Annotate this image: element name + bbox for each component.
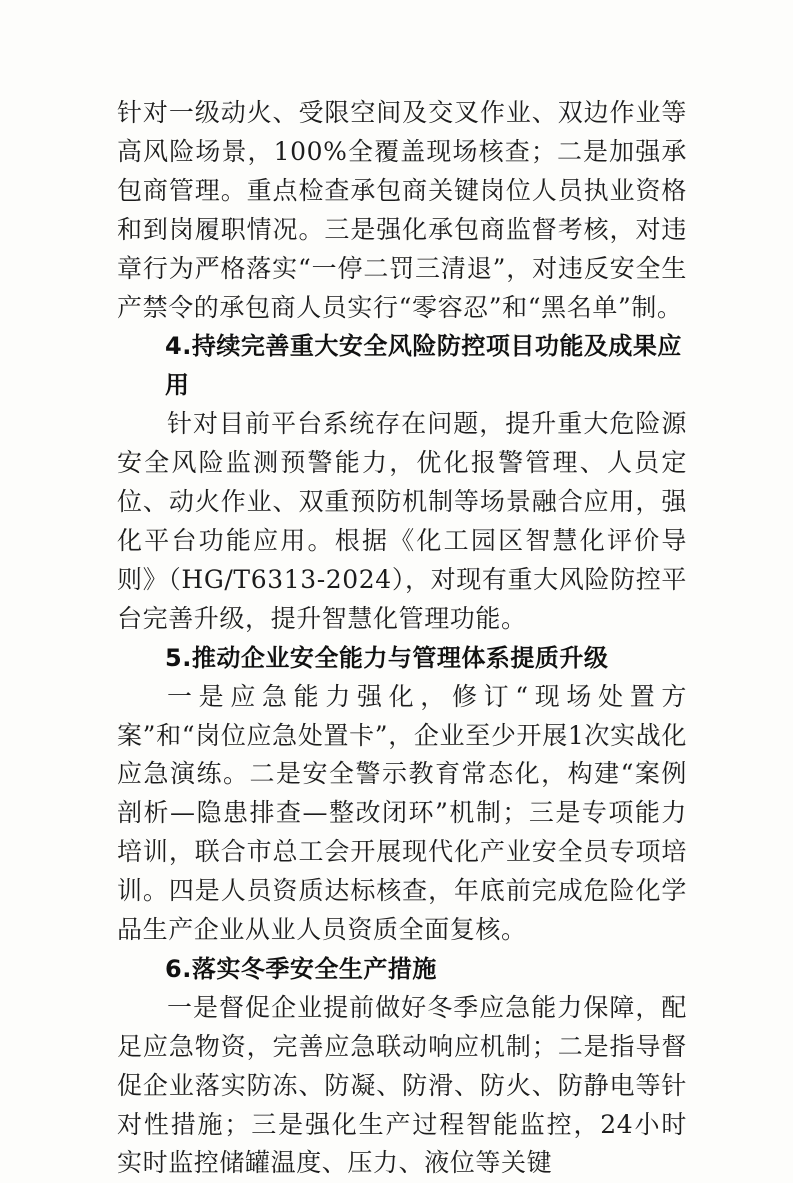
body-paragraph-3: 一是应急能力强化，修订“现场处置方案”和“岗位应急处置卡”，企业至少开展1次实战化应急演练。二是安全警示教育常态化，构建“案例剖析—隐患排查—整改闭环”机制；三是专项能力培训，联合市总工会开展现代化产业安全员专项培训。四是人员资质达标核查，年底前完成危险化学品生产企业从业人员资质全面复核。 (117, 681, 687, 945)
section-heading-4: 4.持续完善重大安全风险防控项目功能及成果应用 (165, 332, 682, 400)
body-paragraph-4: 一是督促企业提前做好冬季应急能力保障，配足应急物资，完善应急联动响应机制；二是指导督促企业落实防冻、防凝、防滑、防火、防静电等针对性措施；三是强化生产过程智能监控，24小时实时监控储罐温度、压力、液位等关键 (117, 992, 687, 1178)
section-heading-5: 5.推动企业安全能力与管理体系提质升级 (165, 643, 609, 672)
body-paragraph-2: 针对目前平台系统存在问题，提升重大危险源安全风险监测预警能力，优化报警管理、人员定位、动火作业、双重预防机制等场景融合应用，强化平台功能应用。根据《化工园区智慧化评价导则》（HG/T6313-2024），对现有重大风险防控平台完善升级，提升智慧化管理功能。 (117, 409, 687, 633)
section-heading-6: 6.落实冬季安全生产措施 (165, 954, 437, 983)
body-paragraph-1: 针对一级动火、受限空间及交叉作业、双边作业等高风险场景，100%全覆盖现场核查；二是加强承包商管理。重点检查承包商关键岗位人员执业资格和到岗履职情况。三是强化承包商监督考核，对违章行为严格落实“一停二罚三清退”，对违反安全生产禁令的承包商人员实行“零容忍”和“黑名单”制。 (117, 98, 687, 322)
document-page (117, 94, 687, 1183)
